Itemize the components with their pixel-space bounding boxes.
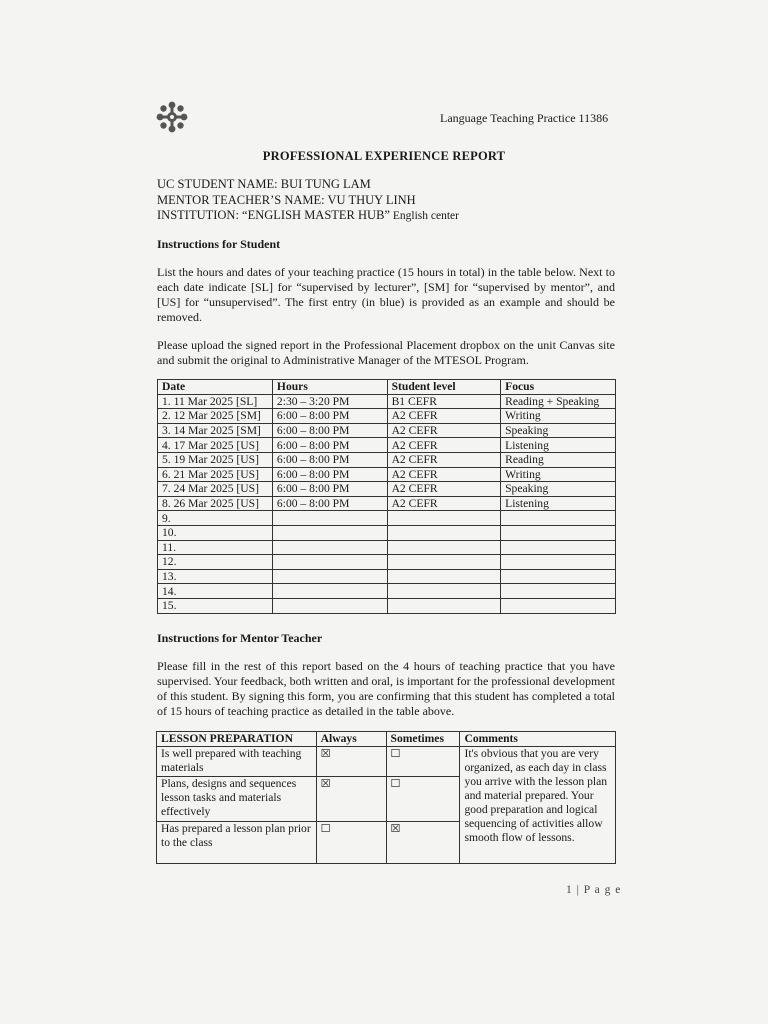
criteria-cell: Plans, designs and sequences lesson tasks and materials effectively [157, 777, 317, 822]
table-row [158, 452, 616, 467]
date-cell: 5. 19 Mar 2025 [US] [158, 452, 273, 467]
table-row [158, 598, 616, 613]
hours-cell: 6:00 – 8:00 PM [272, 438, 387, 453]
hours-cell: 2:30 – 3:20 PM [272, 394, 387, 409]
report-title: PROFESSIONAL EXPERIENCE REPORT [262, 149, 506, 163]
table-row [158, 525, 616, 540]
university-logo-icon [155, 100, 189, 134]
hours-cell: 6:00 – 8:00 PM [272, 423, 387, 438]
course-name: Language Teaching Practice 11386 [440, 111, 609, 125]
focus-cell: Speaking [501, 423, 616, 438]
date-cell: 9. [158, 511, 273, 526]
date-cell: 12. [158, 555, 273, 570]
table-row [158, 409, 616, 424]
focus-cell [501, 555, 616, 570]
header-date: Date [158, 380, 273, 395]
student-level-cell: B1 CEFR [387, 394, 501, 409]
student-level-cell: A2 CEFR [387, 438, 501, 453]
student-info [157, 177, 459, 225]
student-level-cell: A2 CEFR [387, 423, 501, 438]
lesson-preparation-table [156, 731, 616, 864]
date-cell: 4. 17 Mar 2025 [US] [158, 438, 273, 453]
focus-cell: Reading [501, 452, 616, 467]
student-level-cell [387, 584, 501, 599]
header-focus: Focus [501, 380, 616, 395]
focus-cell: Listening [501, 438, 616, 453]
table-row [158, 423, 616, 438]
table-row [158, 584, 616, 599]
focus-cell: Writing [501, 467, 616, 482]
mentor-name: MENTOR TEACHER’S NAME: VU THUY LINH [157, 192, 416, 207]
date-cell: 14. [158, 584, 273, 599]
mentor-instructions-para: Please fill in the rest of this report based on the 4 hours of teaching practice that you have supervised. Your feedback, both written and oral, is important for the professional development of this student. By signing this form, you are confirming that this student has completed a total of 15 hours of teaching practice as detailed in the table above. [157, 659, 615, 718]
hours-cell [272, 598, 387, 613]
institution [157, 208, 459, 225]
table-row [158, 496, 616, 511]
always-checkbox[interactable]: ☒ [316, 747, 386, 777]
student-name: UC STUDENT NAME: BUI TUNG LAM [157, 177, 371, 191]
date-cell: 8. 26 Mar 2025 [US] [158, 496, 273, 511]
student-level-cell: A2 CEFR [387, 467, 501, 482]
date-cell: 6. 21 Mar 2025 [US] [158, 467, 273, 482]
student-level-cell [387, 598, 501, 613]
table-row [158, 511, 616, 526]
table-row [157, 747, 616, 777]
sometimes-checkbox[interactable]: ☐ [386, 777, 460, 822]
hours-cell: 6:00 – 8:00 PM [272, 496, 387, 511]
table-row [158, 394, 616, 409]
table-row [158, 555, 616, 570]
table-row [158, 482, 616, 497]
date-cell: 13. [158, 569, 273, 584]
table-header-row [157, 732, 616, 747]
hours-cell [272, 569, 387, 584]
comments-cell: It's obvious that you are very organized, as each day in class you arrive with the lesson plan and material prepared. Your good preparation and logical sequencing of activities allow smooth flow of lessons. [460, 747, 616, 864]
hours-cell [272, 525, 387, 540]
focus-cell [501, 540, 616, 555]
student-level-cell [387, 569, 501, 584]
focus-cell: Speaking [501, 482, 616, 497]
student-level-cell: A2 CEFR [387, 452, 501, 467]
hours-cell [272, 584, 387, 599]
date-cell: 2. 12 Mar 2025 [SM] [158, 409, 273, 424]
hours-cell: 6:00 – 8:00 PM [272, 409, 387, 424]
always-checkbox[interactable]: ☐ [316, 822, 386, 864]
hours-cell: 6:00 – 8:00 PM [272, 467, 387, 482]
hours-cell [272, 555, 387, 570]
focus-cell [501, 598, 616, 613]
page-number: 1 | P a g e [566, 884, 622, 896]
table-row [158, 540, 616, 555]
student-level-cell [387, 540, 501, 555]
teaching-hours-table [157, 379, 616, 614]
table-row [158, 438, 616, 453]
date-cell: 1. 11 Mar 2025 [SL] [158, 394, 273, 409]
header-lesson-preparation: LESSON PREPARATION [157, 732, 317, 747]
header-student-level: Student level [387, 380, 501, 395]
hours-cell [272, 511, 387, 526]
table-row [158, 467, 616, 482]
hours-cell [272, 540, 387, 555]
header-always: Always [316, 732, 386, 747]
always-checkbox[interactable]: ☒ [316, 777, 386, 822]
focus-cell: Listening [501, 496, 616, 511]
sometimes-checkbox[interactable]: ☒ [386, 822, 460, 864]
focus-cell: Reading + Speaking [501, 394, 616, 409]
student-level-cell: A2 CEFR [387, 496, 501, 511]
institution-suffix: English center [389, 210, 459, 222]
hours-cell: 6:00 – 8:00 PM [272, 452, 387, 467]
criteria-cell: Is well prepared with teaching materials [157, 747, 317, 777]
criteria-cell: Has prepared a lesson plan prior to the class [157, 822, 317, 864]
student-level-cell [387, 525, 501, 540]
sometimes-checkbox[interactable]: ☐ [386, 747, 460, 777]
focus-cell: Writing [501, 409, 616, 424]
table-header-row [158, 380, 616, 395]
table-row [158, 569, 616, 584]
mentor-instructions-heading: Instructions for Mentor Teacher [157, 631, 323, 645]
hours-cell: 6:00 – 8:00 PM [272, 482, 387, 497]
header-comments: Comments [460, 732, 616, 747]
date-cell: 11. [158, 540, 273, 555]
date-cell: 10. [158, 525, 273, 540]
focus-cell [501, 511, 616, 526]
focus-cell [501, 525, 616, 540]
student-level-cell [387, 511, 501, 526]
student-level-cell [387, 555, 501, 570]
student-instructions-heading: Instructions for Student [157, 237, 281, 251]
student-instructions-para1: List the hours and dates of your teaching practice (15 hours in total) in the table below. Next to each date indicate [SL] for “supervised by lecturer”, [SM] for “supervised by mentor”, and [US] for “unsupervised”. The first entry (in blue) is provided as an example and should be removed. [157, 265, 615, 324]
focus-cell [501, 569, 616, 584]
focus-cell [501, 584, 616, 599]
header-sometimes: Sometimes [386, 732, 460, 747]
student-level-cell: A2 CEFR [387, 482, 501, 497]
date-cell: 7. 24 Mar 2025 [US] [158, 482, 273, 497]
institution-name: INSTITUTION: “ENGLISH MASTER HUB” [157, 208, 390, 222]
student-instructions-para2: Please upload the signed report in the Professional Placement dropbox on the unit Canvas site and submit the original to Administrative Manager of the MTESOL Program. [157, 338, 615, 367]
date-cell: 15. [158, 598, 273, 613]
header-hours: Hours [272, 380, 387, 395]
date-cell: 3. 14 Mar 2025 [SM] [158, 423, 273, 438]
student-level-cell: A2 CEFR [387, 409, 501, 424]
